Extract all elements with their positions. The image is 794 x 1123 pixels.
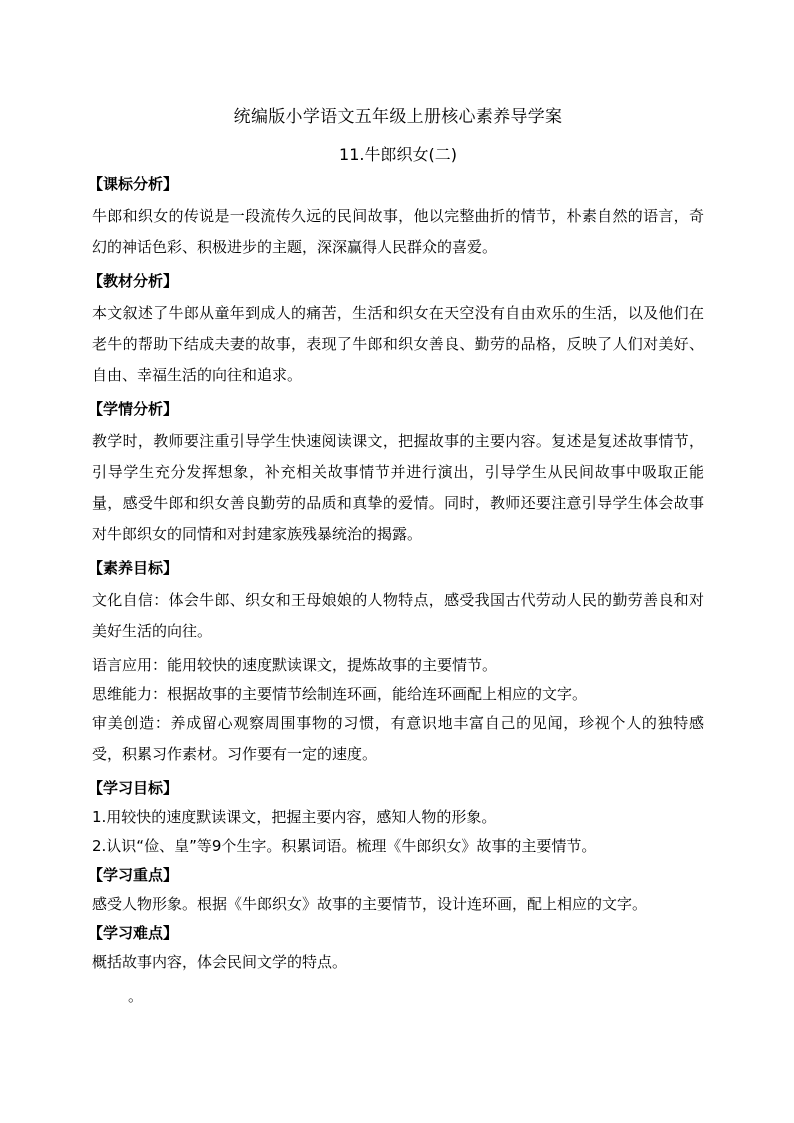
literacy-goal-language: 语言应用：能用较快的速度默读课文，提炼故事的主要情节。	[92, 656, 498, 674]
learning-difficulty-text: 概括故事内容，体会民间文学的特点。	[92, 953, 348, 971]
literacy-goal-thinking: 思维能力：根据故事的主要情节绘制连环画，能给连环画配上相应的文字。	[92, 685, 588, 703]
trailing-punctuation: 。	[128, 987, 144, 1005]
section-heading-focus: 【学习重点】	[88, 866, 179, 884]
section-heading-literacy: 【素养目标】	[88, 559, 179, 577]
learning-goal-2: 2.认识“俭、皇”等9个生字。积累词语。梳理《牛郎织女》故事的主要情节。	[92, 837, 597, 855]
section-heading-goals: 【学习目标】	[88, 779, 179, 797]
learner-analysis-text: 教学时，教师要注重引导学生快速阅读课文，把握故事的主要内容。复述是复述故事情节，引导学生充分发挥想象，补充相关故事情节并进行演出，引导学生从民间故事中吸取正能量，感受牛郎和织女善良勤劳的品质和真挚的爱情。同时，教师还要注意引导学生体会故事对牛郎织女的同情和对封建家族残暴统治的揭露。	[92, 432, 704, 543]
learning-focus-text: 感受人物形象。根据《牛郎织女》故事的主要情节，设计连环画，配上相应的文字。	[92, 895, 648, 913]
literacy-goal-aesthetic: 审美创造：养成留心观察周围事物的习惯，有意识地丰富自己的见闻，珍视个人的独特感受，积累习作素材。习作要有一定的速度。	[92, 714, 704, 763]
section-heading-curriculum: 【课标分析】	[88, 175, 179, 193]
section-heading-learner: 【学情分析】	[88, 400, 179, 418]
section-heading-difficulty: 【学习难点】	[88, 924, 179, 942]
document-page	[88, 96, 704, 1007]
literacy-goal-culture: 文化自信：体会牛郎、织女和王母娘娘的人物特点，感受我国古代劳动人民的勤劳善良和对美好生活的向往。	[92, 591, 704, 640]
section-heading-textbook: 【教材分析】	[88, 272, 179, 290]
textbook-analysis-text: 本文叙述了牛郎从童年到成人的痛苦，生活和织女在天空没有自由欢乐的生活，以及他们在老牛的帮助下结成夫妻的故事，表现了牛郎和织女善良、勤劳的品格，反映了人们对美好、自由、幸福生活的向往和追求。	[92, 304, 704, 384]
learning-goal-1: 1.用较快的速度默读课文，把握主要内容，感知人物的形象。	[92, 808, 497, 826]
lesson-title: 11.牛郎织女(二)	[339, 145, 457, 164]
document-title: 统编版小学语文五年级上册核心素养导学案	[233, 107, 563, 127]
curriculum-analysis-text: 牛郎和织女的传说是一段流传久远的民间故事，他以完整曲折的情节，朴素自然的语言，奇幻的神话色彩、积极进步的主题，深深赢得人民群众的喜爱。	[92, 207, 704, 256]
